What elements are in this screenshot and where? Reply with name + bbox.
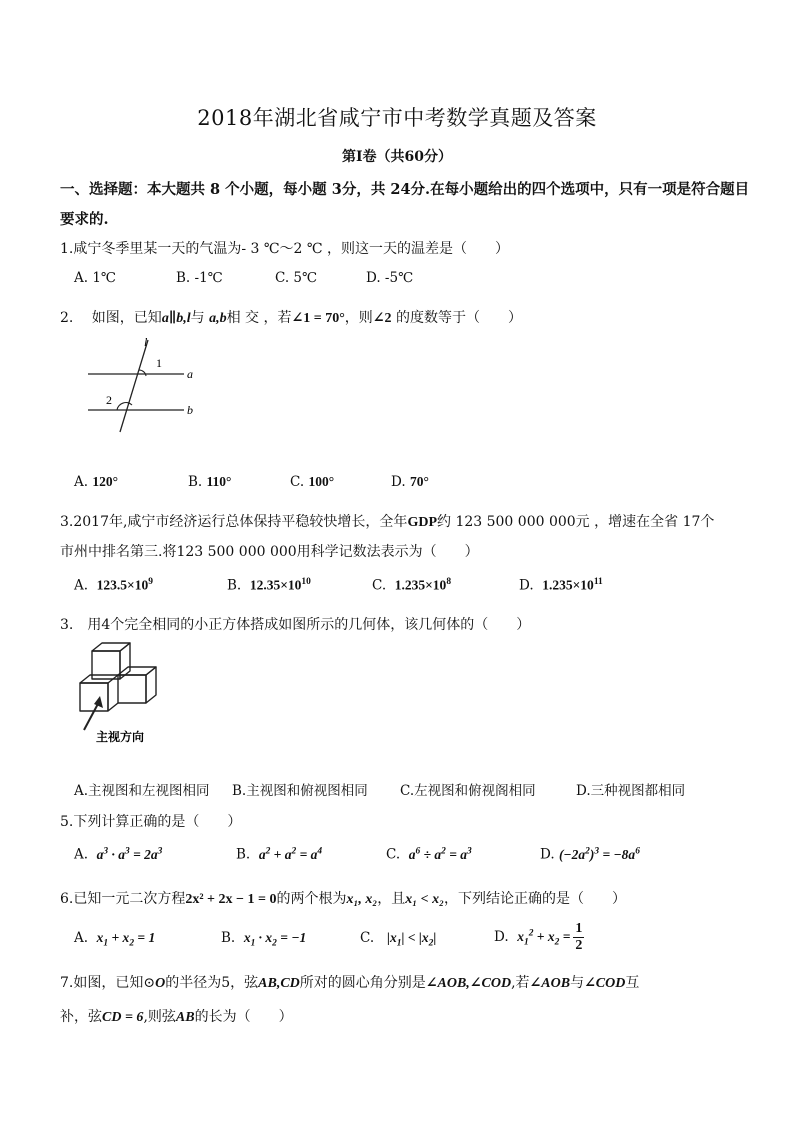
q3b-option-c: C.左视图和俯视阁相同 [400,783,536,799]
q3b-option-b: B.主视图和俯视图相同 [232,783,368,799]
q3-gdp: GDP [407,515,437,530]
q5-stem: 5.下列计算正确的是（ ） [60,814,242,830]
cube-mid-side [146,667,156,703]
q2-text-4: ，则 [344,310,373,326]
q6-text-2: 的两个根为 [276,891,347,907]
q3b-option-d: D.三种视图都相同 [576,783,686,799]
front-view-label: 主视方向 [96,730,145,744]
q2-option-c-letter: C. [290,474,305,490]
section-instructions-line2: 要求的. [60,211,109,228]
q3-option-a-mantissa: 123.5×10 [96,577,149,593]
q7-stem-line2 [60,1006,293,1026]
q1-stem: 1.咸宁冬季里某一天的气温为- 3 ℃～2 ℃ ，则这一天的温差是（ ） [60,241,510,257]
q7-cd-length: CD = 6 [102,1010,144,1025]
q7-text-5: 与 [570,975,585,991]
q6-option-a [74,930,155,949]
q2-option-a-value: 120° [92,474,118,489]
q6-option-d-fraction: $\frac{1}{2}$ [575,921,583,953]
q3-stem-line1 [60,511,714,531]
q5-option-c [386,846,472,863]
q6-option-b [221,930,306,949]
q6-option-c [360,930,436,949]
arrow-head [94,696,103,708]
q5-option-c-expr: $a^6 \div a^2 = a^3$ [408,846,472,862]
q6-text-1: 6.已知一元二次方程 [60,891,186,907]
page-title: 2018年湖北省咸宁市中考数学真题及答案 [197,106,597,130]
q6-option-c-letter: C. [360,930,375,946]
q3-option-a-exponent: 9 [148,577,153,587]
q2-option-b-letter: B. [188,474,203,490]
q6-option-a-letter: A. [74,930,89,946]
q5-option-b [236,846,322,863]
q6-text-3: ，且 [377,891,406,907]
q2-text-2: 与 [190,310,210,326]
q6-roots: x₁, x₂ [346,892,378,907]
q3-option-b [227,577,311,594]
q3-option-d-mantissa: 1.235×10 [542,577,594,593]
q2-option-a-letter: A. [74,474,89,490]
q7-text-7: 补，弦 [60,1009,102,1025]
q6-option-b-expr: $x_1 \cdot x_2 = -1$ [243,930,307,949]
q3b-cubes-figure [74,640,174,745]
q3-option-d-letter: D. [519,577,534,594]
q5-option-b-letter: B. [236,846,251,863]
cube-top-side [120,643,130,679]
q5-option-d-expr: $(-2a^2)^3 = -8a^6$ [558,846,640,862]
q6-option-d-expr: $x_1^2 + x_2$ = [517,928,571,948]
q6-condition: x₁ < x₂ [405,892,445,907]
angle-1-arc [139,370,146,376]
q1-option-b: B. -1℃ [176,270,223,286]
q1-option-a: A. 1℃ [74,270,117,286]
q2-option-b [188,474,231,490]
section-instructions-line1: 一、选择题：本大题共 8 个小题，每小题 3分，共 24分.在每小题给出的四个选项中，只有一项是符合题目 [60,181,750,198]
q5-option-b-expr: $a^2 + a^2 = a^4$ [258,846,323,862]
q3-option-a [74,577,153,594]
q3-option-c-letter: C. [372,577,387,594]
q3-option-b-exponent: 10 [301,577,311,587]
q6-text-4: ，下列结论正确的是（ ） [444,891,627,907]
q5-option-a [74,846,162,863]
q2-text-1: 2. 如图，已知 [60,310,162,326]
q3-option-d [519,577,603,594]
q7-stem-line1 [60,972,639,992]
q2-math-lines: a,b [209,311,227,326]
q3-stem-line2: 市州中排名第三.将123 500 000 000用科学记数法表示为（ ） [60,544,479,560]
q7-angle-cod: ∠COD [584,976,626,991]
label-b: b [187,403,193,417]
q2-stem [60,307,522,327]
q6-equation: 2x² + 2x − 1 = 0 [185,892,277,907]
q7-chords: AB,CD [258,976,300,991]
q3-option-b-letter: B. [227,577,242,594]
q7-text-4: ,若 [511,975,530,991]
q7-text-9: 的长为（ ） [194,1009,293,1025]
q5-option-a-letter: A. [74,846,89,863]
q2-option-d-value: 70° [409,474,429,489]
q6-option-a-expr: $x_1 + x_2 = 1$ [96,930,156,949]
q3-text-2: 约 123 500 000 000元 ，增速在全省 17个 [437,514,715,530]
q5-option-a-expr: $a^3 \cdot a^3 = 2a^3$ [96,846,163,862]
label-l: l [144,336,148,349]
q7-chord-ab: AB [175,1010,195,1025]
q3-option-c-exponent: 8 [446,577,452,587]
q2-text-5: 的度数等于（ ） [391,310,522,326]
q2-option-d-letter: D. [391,474,406,490]
q2-option-c-value: 100° [308,474,335,489]
section-subtitle: 第Ⅰ卷（共60分） [341,149,453,165]
q3-option-b-mantissa: 12.35×10 [249,577,302,593]
cube-left-front [80,683,108,711]
label-1: 1 [156,356,162,370]
q6-option-d [494,922,584,953]
q2-math-angle1: ∠1 = 70° [291,311,345,326]
q2-parallel-lines-figure [76,336,206,436]
cube-mid-front [118,675,146,703]
q7-angle-aob: ∠AOB [529,976,571,991]
q7-circle-o: O [155,976,166,991]
q2-option-c [290,474,334,490]
q7-text-8: ,则弦 [143,1009,176,1025]
q5-option-d-letter: D. [540,846,555,863]
q7-text-3: 所对的圆心角分别是 [299,975,426,991]
line-l [120,340,148,432]
q2-option-a [74,474,118,490]
q7-angles: ∠AOB,∠COD [425,976,512,991]
q3-option-d-exponent: 11 [593,577,603,587]
q2-option-b-value: 110° [206,474,232,489]
q7-text-1: 7.如图，已知⊙ [60,975,156,991]
q6-stem [60,888,626,908]
q5-option-d [540,846,640,863]
q3-option-a-letter: A. [74,577,89,594]
q3-option-c [372,577,451,594]
q6-option-b-letter: B. [221,930,236,946]
q7-text-6: 互 [625,975,640,991]
q3-option-c-mantissa: 1.235×10 [394,577,447,593]
q3b-stem: 3. 用4个完全相同的小正方体搭成如图所示的几何体，该几何体的（ ） [60,617,531,633]
q6-option-c-expr: $|x_1| < |x_2|$ [387,930,437,949]
q2-text-3: 相 交 ，若 [226,310,292,326]
q6-option-d-letter: D. [494,929,509,945]
angle-2-arc [117,403,132,410]
cube-edge-2 [108,703,118,711]
q7-text-2: 的半径为5，弦 [165,975,259,991]
q3-text-1: 3.2017年,咸宁市经济运行总体保持平稳较快增长，全年 [60,514,408,530]
label-2: 2 [106,393,112,407]
q1-option-d: D. -5℃ [366,270,414,286]
q5-option-c-letter: C. [386,846,401,863]
q2-option-d [391,474,429,490]
q1-option-c: C. 5℃ [275,270,318,286]
q2-math-angle2: ∠2 [372,311,392,326]
q3b-option-a: A.主视图和左视图相同 [74,783,210,799]
q2-math-parallel: a∥b,l [161,311,191,326]
label-a: a [187,367,193,381]
